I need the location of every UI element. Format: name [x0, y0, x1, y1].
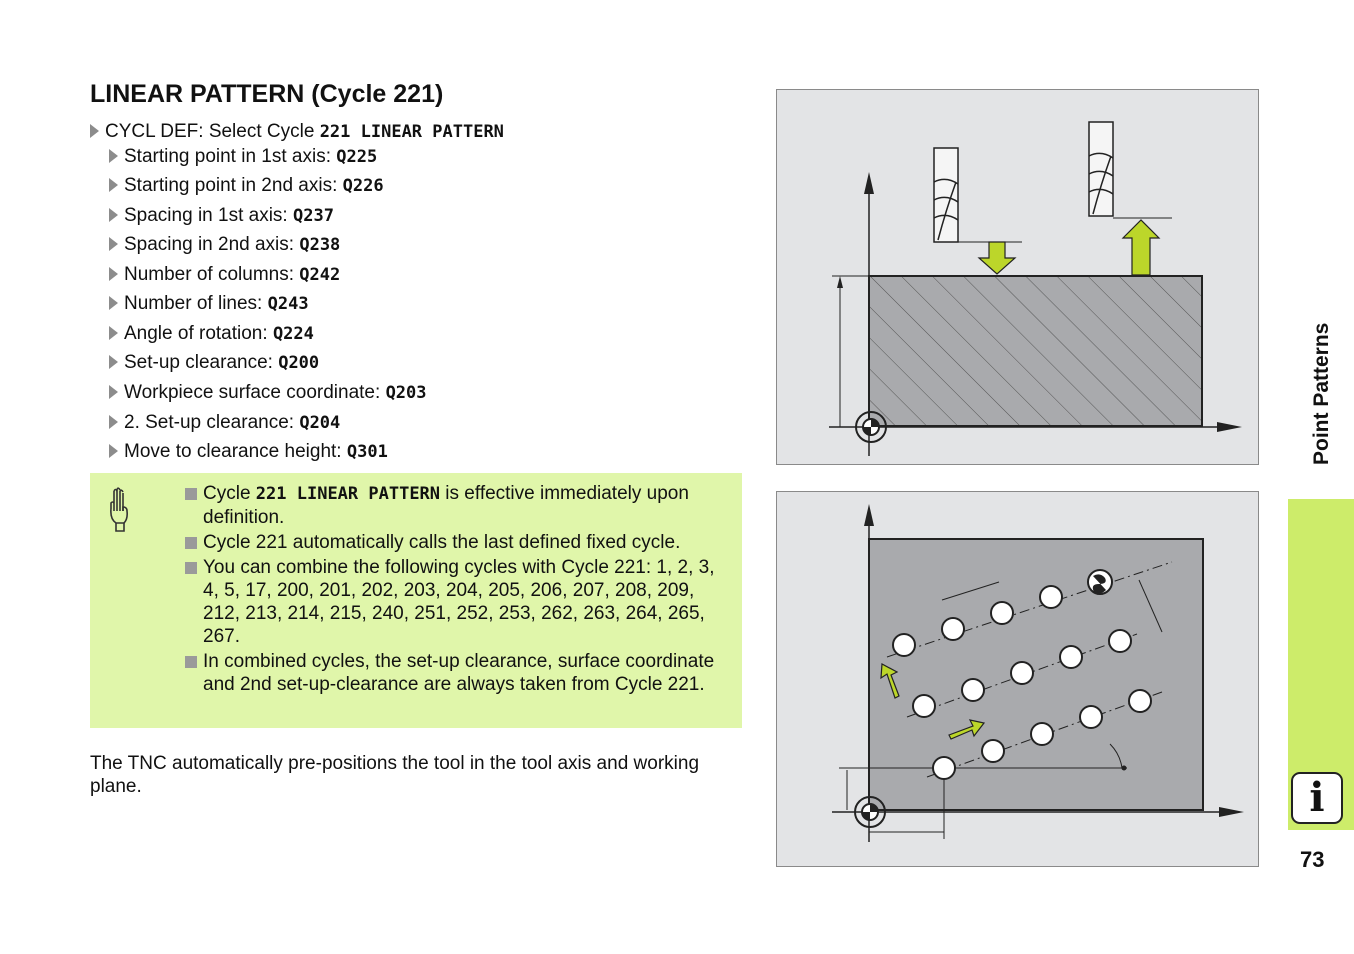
note-item: Cycle 221 LINEAR PATTERN is effective immediately upon definition.: [185, 482, 730, 529]
step-q224: Angle of rotation: Q224: [109, 323, 314, 345]
note-box: [90, 473, 742, 728]
square-bullet-icon: [185, 488, 197, 500]
step-q226: Starting point in 2nd axis: Q226: [109, 175, 384, 197]
workpiece: [869, 276, 1202, 426]
step-q301: Move to clearance height: Q301: [109, 441, 388, 463]
triangle-bullet-icon: [109, 267, 118, 281]
triangle-bullet-icon: [109, 326, 118, 340]
step-q238: Spacing in 2nd axis: Q238: [109, 234, 340, 256]
triangle-bullet-icon: [109, 296, 118, 310]
step-q243: Number of lines: Q243: [109, 293, 309, 315]
note-item: Cycle 221 automatically calls the last defined fixed cycle.: [185, 531, 730, 554]
triangle-bullet-icon: [109, 178, 118, 192]
square-bullet-icon: [185, 537, 197, 549]
square-bullet-icon: [185, 656, 197, 668]
step-q225: Starting point in 1st axis: Q225: [109, 146, 377, 168]
pointing-hand-icon: [104, 487, 136, 533]
page-title: LINEAR PATTERN (Cycle 221): [90, 80, 444, 108]
step-q242: Number of columns: Q242: [109, 264, 340, 286]
triangle-bullet-icon: [90, 124, 99, 138]
triangle-bullet-icon: [109, 208, 118, 222]
triangle-bullet-icon: [109, 355, 118, 369]
triangle-bullet-icon: [109, 385, 118, 399]
step-q204: 2. Set-up clearance: Q204: [109, 412, 340, 434]
triangle-bullet-icon: [109, 444, 118, 458]
square-bullet-icon: [185, 562, 197, 574]
body-paragraph: The TNC automatically pre-positions the tool in the tool axis and working plane.: [90, 753, 700, 797]
note-item: You can combine the following cycles with Cycle 221: 1, 2, 3, 4, 5, 17, 200, 201, 202, 203, 204, 205, 206, 207, 208, 209, 212, 213, 214, 215, 240, 251, 252, 253, 262, 263, 264, 265, 267.: [185, 556, 730, 648]
triangle-bullet-icon: [109, 415, 118, 429]
step-q237: Spacing in 1st axis: Q237: [109, 205, 334, 227]
tool-2: [1089, 122, 1172, 218]
section-tab: Point Patterns: [1310, 322, 1333, 465]
top-view-figure: [776, 491, 1259, 867]
step-cycl-def: CYCL DEF: Select Cycle 221 LINEAR PATTERN: [90, 121, 504, 143]
triangle-bullet-icon: [109, 237, 118, 251]
step-q200: Set-up clearance: Q200: [109, 352, 319, 374]
down-arrow-icon: [979, 242, 1015, 274]
info-icon: i: [1291, 772, 1343, 824]
note-bullets: [185, 482, 730, 698]
workpiece-top: [869, 539, 1203, 810]
note-item: In combined cycles, the set-up clearance, surface coordinate and 2nd set-up-clearance are always taken from Cycle 221.: [185, 650, 730, 696]
tool-1: [934, 148, 1022, 242]
side-view-figure: [776, 89, 1259, 465]
up-arrow-icon: [1123, 220, 1159, 275]
page-number: 73: [1300, 847, 1325, 872]
triangle-bullet-icon: [109, 149, 118, 163]
step-q203: Workpiece surface coordinate: Q203: [109, 382, 427, 404]
